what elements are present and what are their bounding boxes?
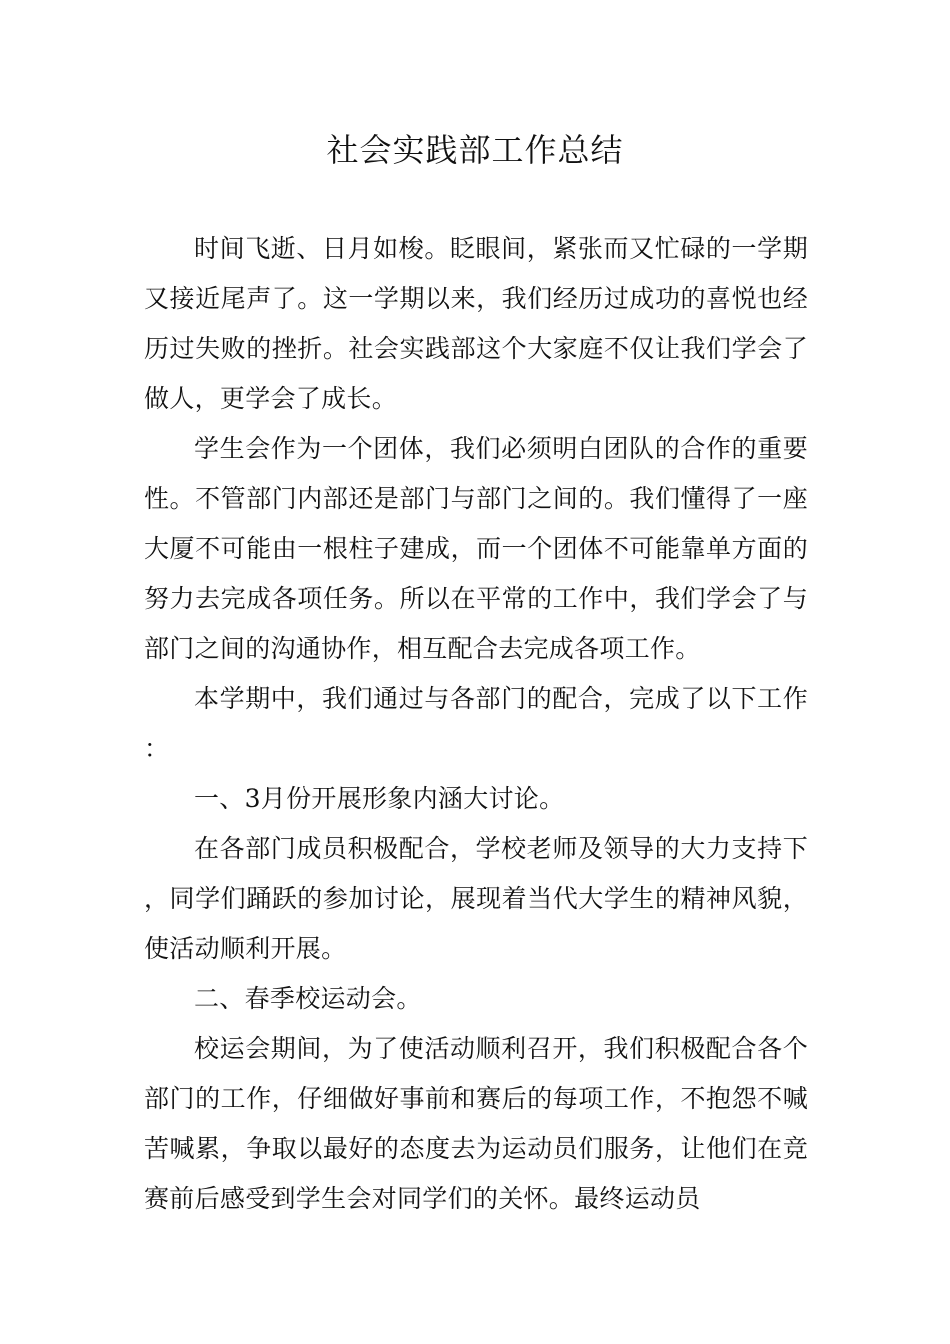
paragraph: 学生会作为一个团体，我们必须明白团队的合作的重要性。不管部门内部还是部门与部门之间的。我们懂得了一座大厦不可能由一根柱子建成，而一个团体不可能靠单方面的努力去完成各项任务。所以在平常的工作中，我们学会了与部门之间的沟通协作，相互配合去完成各项工作。: [144, 434, 808, 663]
paragraph: 校运会期间，为了使活动顺利召开，我们积极配合各个部门的工作，仔细做好事前和赛后的每项工作，不抱怨不喊苦喊累，争取以最好的态度去为运动员们服务，让他们在竞赛前后感受到学生会对同学们的关怀。最终运动员: [144, 1034, 808, 1213]
section-heading: 一、3月份开展形象内涵大讨论。: [194, 784, 565, 813]
paragraph: 在各部门成员积极配合，学校老师及领导的大力支持下，同学们踊跃的参加讨论，展现着当代大学生的精神风貌，使活动顺利开展。: [144, 834, 808, 963]
paragraph: 本学期中，我们通过与各部门的配合，完成了以下工作：: [144, 684, 808, 763]
paragraph: 时间飞逝、日月如梭。眨眼间，紧张而又忙碌的一学期又接近尾声了。这一学期以来，我们经历过成功的喜悦也经历过失败的挫折。社会实践部这个大家庭不仅让我们学会了做人，更学会了成长。: [144, 234, 808, 413]
section-heading: 二、春季校运动会。: [194, 984, 422, 1013]
document-title: 社会实践部工作总结: [326, 131, 624, 169]
document-body: [144, 224, 808, 1224]
